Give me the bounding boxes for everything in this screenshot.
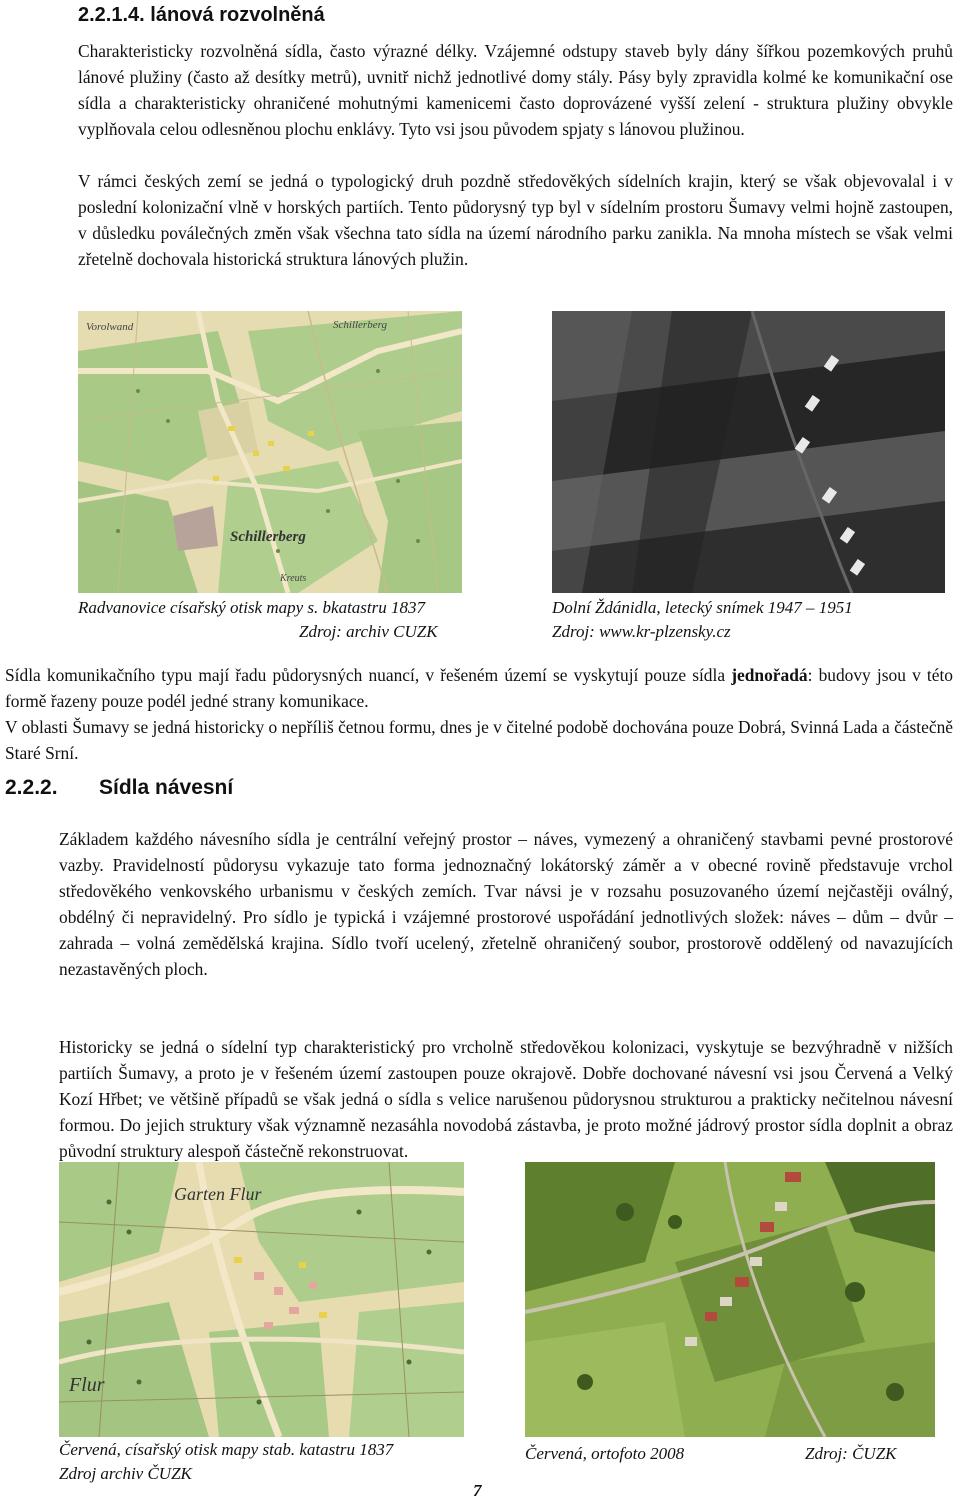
caption-source: Zdroj: www.kr-plzensky.cz <box>552 622 731 641</box>
map-label-garten-flur: Garten Flur <box>174 1184 262 1204</box>
map-label-schillerberg-top: Schillerberg <box>333 319 387 331</box>
map-label-kreuts: Kreuts <box>280 573 307 584</box>
dolni-zdanidla-aerial-photo <box>552 311 945 593</box>
paragraph-sumava-rare-form: V oblasti Šumavy se jedná historicky o nepříliš četnou formu, dnes je v čitelné podobě dochována pouze Dobrá, Svinná Lada a částečně Staré Srní. <box>5 717 953 763</box>
figure-caption-cervena-map <box>59 1438 479 1486</box>
figure-caption-dolni-zdanidla <box>552 596 952 644</box>
navesni-paragraph-1: Základem každého návesního sídla je centrální veřejný prostor – náves, vymezený a ohraničený stavbami pevné prostorové vazby. Pravidelností půdorysu vykazuje tato forma jednoznačný lokátorský záměr a v obecné rovině představuje vrchol středověkého venkovského urbanismu v českých zemích. Tvar návsi je v rozsahu posuzovaného území nejčastěji oválný, obdélný či nepravidelný. Pro sídlo je typická i vzájemné prostorové uspořádání jednotlivých složek: náves – dům – dvůr – zahrada – volná zemědělská krajina. Sídlo tvoří ucelený, zřetelně ohraničený soubor, prostorově oddělený od navazujících nezastavěných ploch. <box>59 829 953 979</box>
map-label-vorolwand: Vorolwand <box>86 321 134 333</box>
caption-title: Radvanovice císařský otisk mapy s. bkatastru 1837 <box>78 598 426 617</box>
intro-paragraph-1: Charakteristicky rozvolněná sídla, často výrazné délky. Vzájemné odstupy staveb byly dány šířkou pozemkových pruhů lánové plužiny (často až desítky metrů), uvnitř nichž jednotlivé domy stály. Pásy byly zpravidla kolmé ke komunikační ose sídla a charakteristicky ohraničené mohutnými kamenicemi často doprovázené vyšší zelení - struktura plužiny obvykle vyplňovala celou odlesněnou plochu enklávy. Tyto vsi jsou původem spjaty s lánovou plužinou. <box>78 41 953 139</box>
navesni-paragraph-2: Historicky se jedná o sídelní typ charakteristický pro vrcholně středověkou kolonizaci, vyskytuje se bezvýhradně v nižších partiích Šumavy, a proto je v řešeném území zastoupen pouze okrajově. Dobře dochované návesní vsi jsou Červená a Velký Kozí Hřbet; ve většině případů se však jedná o sídla s velice narušenou půdorysnou strukturou a prakticky nečitelnou návesní formou. Do jejich struktury však významně nezasáhla novodobá zástavba, je proto možné jádrový prostor sídla doplnit a obraz původní struktury alespoň částečně rekonstruovat. <box>59 1037 953 1161</box>
section-number: 2.2.2. <box>5 776 58 799</box>
section-heading-lanova-rozvolnena: 2.2.1.4. lánová rozvolněná <box>78 4 325 26</box>
figure-caption-radvanovice <box>78 596 508 644</box>
caption-source: Zdroj archiv ČUZK <box>59 1464 192 1483</box>
caption-source: Zdroj: archiv CUZK <box>299 622 438 641</box>
section-heading-sidla-navesni <box>5 776 233 800</box>
text-segment: : budovy jsou v této formě řazeny pouze podél jedné strany komunikace. <box>5 665 953 711</box>
section-title: Sídla návesní <box>99 776 234 799</box>
cervena-cadastral-map-image <box>59 1162 464 1437</box>
text-segment: Sídla komunikačního typu mají řadu půdorysných nuancí, v řešeném území se vyskytují pouze sídla <box>5 665 732 685</box>
paragraph-communication-type <box>5 662 953 714</box>
cervena-orthophoto-image <box>525 1162 935 1437</box>
term-jednorada: jednořadá <box>731 665 808 685</box>
intro-paragraph-2: V rámci českých zemí se jedná o typologický druh pozdně středověkých sídelních krajin, který se však objevovalal i v poslední kolonizační vlně v horských partiích. Tento půdorysný typ byl v sídelním prostoru Šumavy velmi hojně zastoupen, v důsledku poválečných změn však všechna tato sídla na území národního parku zanikla. Na mnoha místech se však velmi zřetelně dochovala historická struktura lánových plužin. <box>78 171 953 269</box>
figure-caption-cervena-ortho: Červená, ortofoto 2008 <box>525 1444 685 1463</box>
caption-title: Červená, císařský otisk mapy stab. katastru 1837 <box>59 1440 394 1459</box>
figure-caption-cervena-ortho-source: Zdroj: ČUZK <box>805 1444 897 1463</box>
map-label-schillerberg: Schillerberg <box>230 529 306 545</box>
caption-title: Dolní Ždánidla, letecký snímek 1947 – 1951 <box>552 598 853 617</box>
radvanovice-cadastral-map-image <box>78 311 462 593</box>
map-label-flur: Flur <box>69 1374 105 1396</box>
page-number: 7 <box>473 1481 482 1500</box>
